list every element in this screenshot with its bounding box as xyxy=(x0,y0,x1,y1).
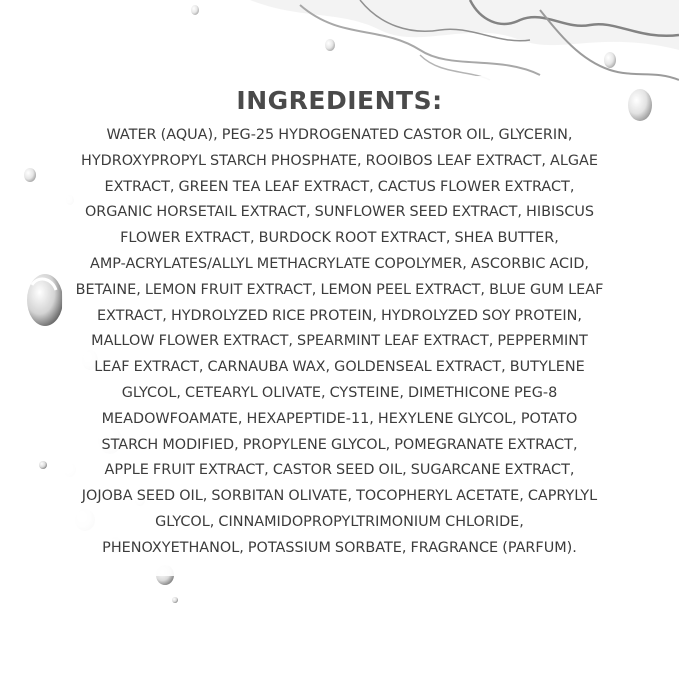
ingredient-line: APPLE FRUIT EXTRACT, CASTOR SEED OIL, SUGARCANE EXTRACT, xyxy=(104,462,575,479)
ingredient-line: AMP-ACRYLATES/ALLYL METHACRYLATE COPOLYMER, ASCORBIC ACID, xyxy=(89,255,590,272)
ingredient-line: WATER (AQUA), PEG-25 HYDROGENATED CASTOR OIL, GLYCERIN, xyxy=(106,127,573,143)
ingredient-line: EXTRACT, HYDROLYZED RICE PROTEIN, HYDROLYZED SOY PROTEIN, xyxy=(96,307,583,324)
ingredient-line: GLYCOL, CETEARYL OLIVATE, CYSTEINE, DIMETHICONE PEG-8 xyxy=(121,384,558,401)
ingredients-list xyxy=(60,123,619,562)
ingredient-line: GLYCOL, CINNAMIDOPROPYLTRIMONIUM CHLORIDE, xyxy=(155,513,524,530)
ingredient-line: FLOWER EXTRACT, BURDOCK ROOT EXTRACT, SHEA BUTTER, xyxy=(120,230,559,247)
ingredient-line: HYDROXYPROPYL STARCH PHOSPHATE, ROOIBOS LEAF EXTRACT, ALGAE xyxy=(81,152,598,169)
ingredient-line: BETAINE, LEMON FRUIT EXTRACT, LEMON PEEL EXTRACT, BLUE GUM LEAF xyxy=(75,281,604,298)
ingredient-line: ORGANIC HORSETAIL EXTRACT, SUNFLOWER SEED EXTRACT, HIBISCUS xyxy=(84,204,595,221)
ingredient-line: MALLOW FLOWER EXTRACT, SPEARMINT LEAF EXTRACT, PEPPERMINT xyxy=(91,333,588,350)
ingredient-line: LEAF EXTRACT, CARNAUBA WAX, GOLDENSEAL EXTRACT, BUTYLENE xyxy=(94,359,585,376)
ingredient-line: EXTRACT, GREEN TEA LEAF EXTRACT, CACTUS FLOWER EXTRACT, xyxy=(104,178,575,195)
ingredients-heading: INGREDIENTS: xyxy=(236,86,443,115)
ingredient-line: PHENOXYETHANOL, POTASSIUM SORBATE, FRAGRANCE (PARFUM). xyxy=(102,539,577,556)
ingredient-line: JOJOBA SEED OIL, SORBITAN OLIVATE, TOCOPHERYL ACETATE, CAPRYLYL xyxy=(81,488,598,505)
ingredient-line: STARCH MODIFIED, PROPYLENE GLYCOL, POMEGRANATE EXTRACT, xyxy=(101,436,578,453)
ingredient-line: MEADOWFOAMATE, HEXAPEPTIDE-11, HEXYLENE GLYCOL, POTATO xyxy=(101,410,578,427)
